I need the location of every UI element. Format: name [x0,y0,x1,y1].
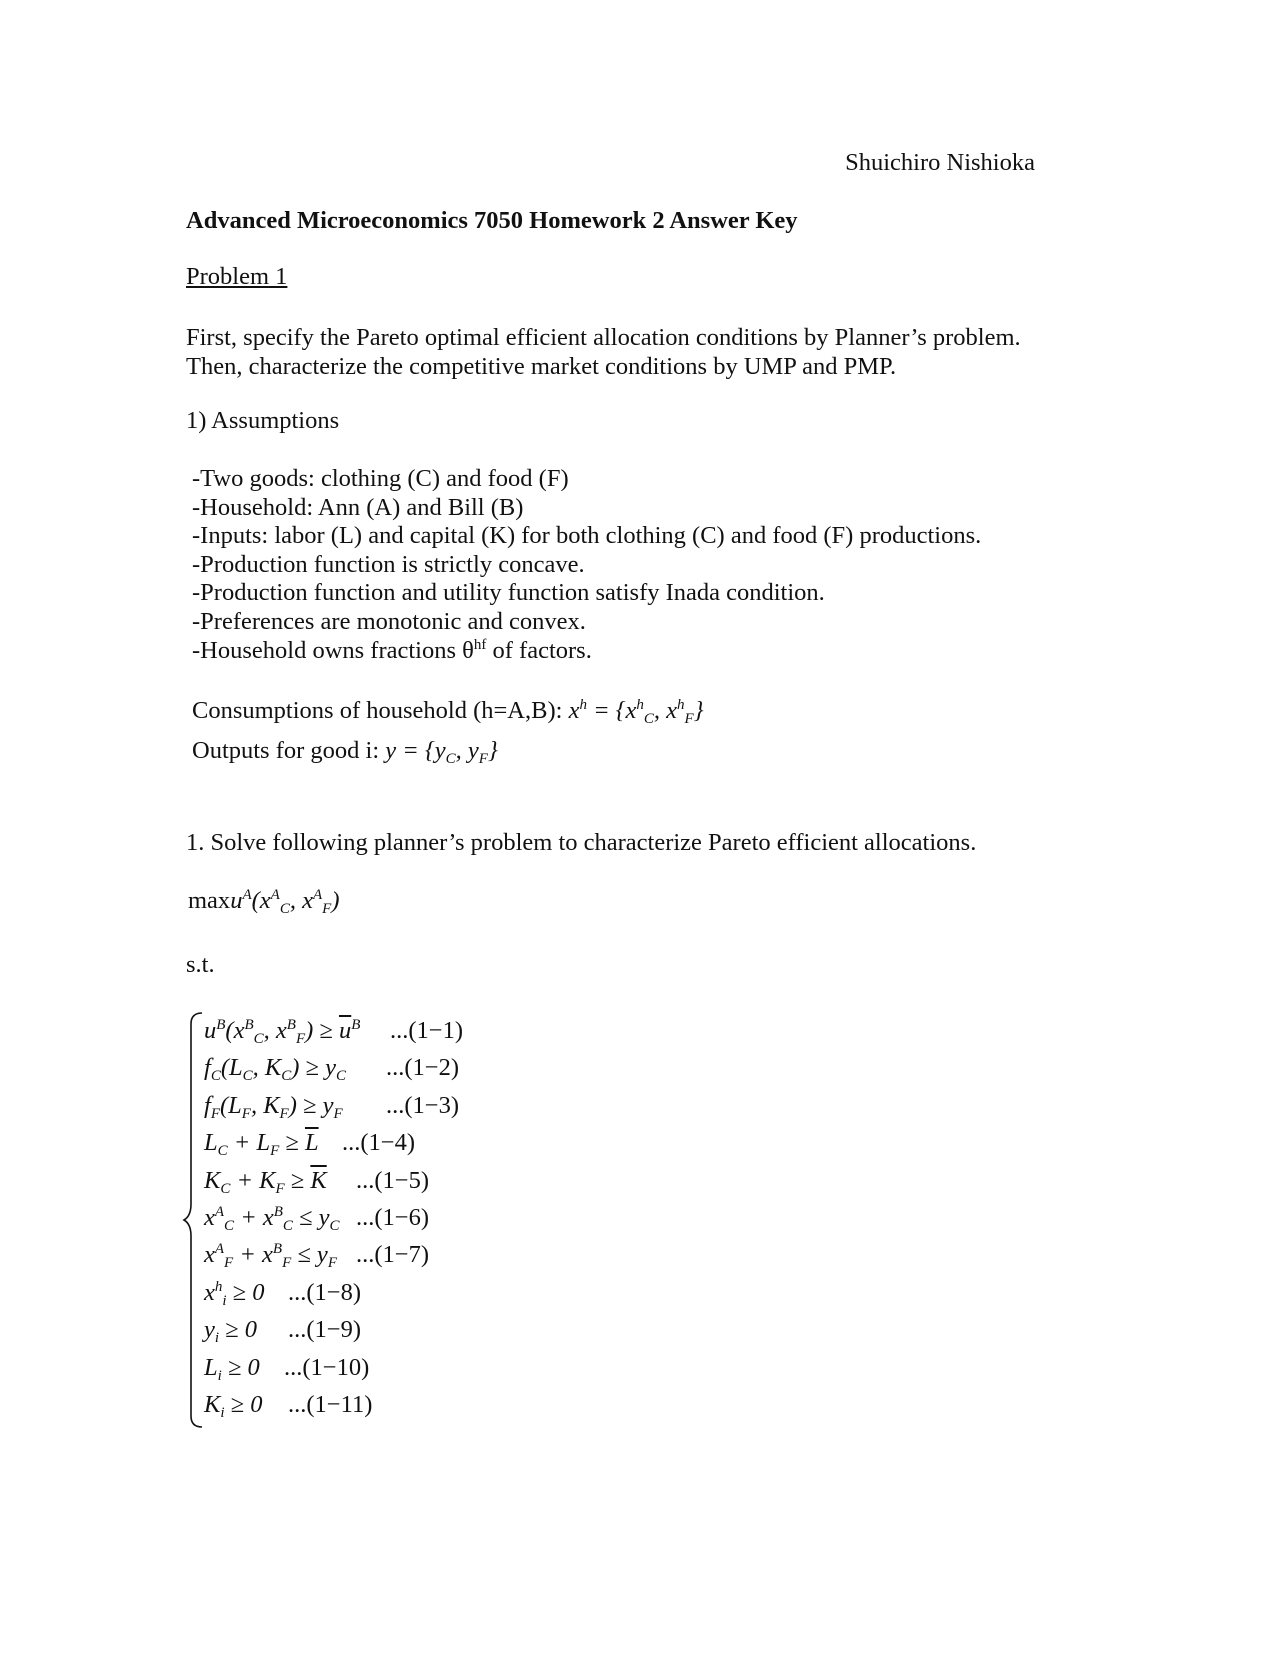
constraint-expression: $f_C(L_C$, $K_C) \ge y_C$ [204,1054,346,1085]
constraint-label: ...(1−9) [288,1316,362,1344]
constraint-label: ...(1−7) [356,1241,430,1269]
constraint-row [204,1199,430,1236]
constraint-row [204,1087,460,1124]
assumption-household: -Household: Ann (A) and Bill (B) [192,493,524,521]
constraint-expression: $x^A_F + x^B_F \le y_F$ [204,1241,337,1272]
author-name: Shuichiro Nishioka [845,149,1035,176]
constraint-expression: $y_i \ge 0$ [204,1316,257,1347]
constraint-label: ...(1−10) [284,1353,370,1381]
assumptions-heading: 1) Assumptions [186,407,340,434]
document-title: Advanced Microeconomics 7050 Homework 2 Answer Key [186,207,798,234]
intro-line-2: Then, characterize the competitive market conditions by UMP and PMP. [186,353,897,380]
ownership-superscript: hf [473,636,487,653]
constraint-row [204,1386,373,1423]
intro-line-1: First, specify the Pareto optimal efficient allocation conditions by Planner’s problem. [186,324,1021,351]
intro-paragraph [186,323,1021,381]
constraint-label: ...(1−5) [356,1166,430,1194]
objective-utility: $u^A(x^A_C$, $x^A_F$) [230,887,340,917]
constraint-label: ...(1−3) [386,1091,460,1119]
constraint-expression: $K_i \ge 0$ [204,1390,263,1421]
ownership-text: -Household owns fractions θ [192,636,474,664]
assumption-inada: -Production function and utility function satisfy Inada condition. [192,579,825,607]
objective-function [188,888,339,915]
constraint-expression: $x^h_i \ge 0$ [204,1278,265,1309]
constraint-row [204,1274,360,1311]
constraint-row [204,1236,430,1273]
constraint-label: ...(1−4) [342,1129,416,1157]
assumption-goods: -Two goods: clothing (C) and food (F) [192,465,569,492]
subject-to-label: s.t. [186,951,215,978]
constraint-expression: $u^B(x^B_C$, $x^B_F) \ge \overline{u}^B$ [204,1017,361,1047]
consumptions-definition [192,698,704,725]
constraint-row [204,1162,430,1199]
objective-max: max [188,887,231,914]
problem-heading: Problem 1 [186,263,288,290]
assumption-preferences: -Preferences are monotonic and convex. [192,607,586,635]
constraint-row [204,1012,464,1049]
assumption-ownership [192,637,981,666]
consumptions-label: Consumptions of household (h=A,B): [192,697,569,724]
constraint-label: ...(1−8) [288,1278,362,1306]
constraint-label: ...(1−6) [356,1203,430,1231]
constraint-row [204,1311,360,1348]
constraint-expression: $K_C + K_F \ge \overline{K}$ [204,1166,327,1197]
constraint-expression: $f_F(L_F$, $K_F) \ge y_F$ [204,1091,343,1122]
constraint-row [204,1049,460,1086]
constraint-label: ...(1−2) [386,1054,460,1082]
assumption-concave: -Production function is strictly concave. [192,550,585,578]
constraint-label: ...(1−11) [288,1390,373,1418]
ownership-tail: of factors. [486,636,592,664]
constraint-expression: $L_i \ge 0$ [204,1353,260,1384]
assumption-inputs: -Inputs: labor (L) and capital (K) for both clothing (C) and food (F) productions. [192,522,982,550]
left-brace-icon [182,1010,206,1430]
constraint-expression: $L_C + L_F \ge \overline{L}$ [204,1129,319,1160]
constraint-row [204,1349,370,1386]
constraint-row [204,1124,416,1161]
constraint-label: ...(1−1) [390,1017,464,1044]
consumptions-formula: $x^h = \{x^h_C$, $x^h_F$} [568,697,704,727]
outputs-label: Outputs for good i: [192,737,386,764]
solve-statement: 1. Solve following planner’s problem to characterize Pareto efficient allocations. [186,829,977,856]
assumptions-list [192,465,981,665]
constraint-system [204,1012,464,1423]
outputs-formula: $y = \{y_C$, $y_F$} [385,737,498,767]
outputs-definition [192,738,498,765]
constraint-expression: $x^A_C + x^B_C \le y_C$ [204,1203,340,1234]
